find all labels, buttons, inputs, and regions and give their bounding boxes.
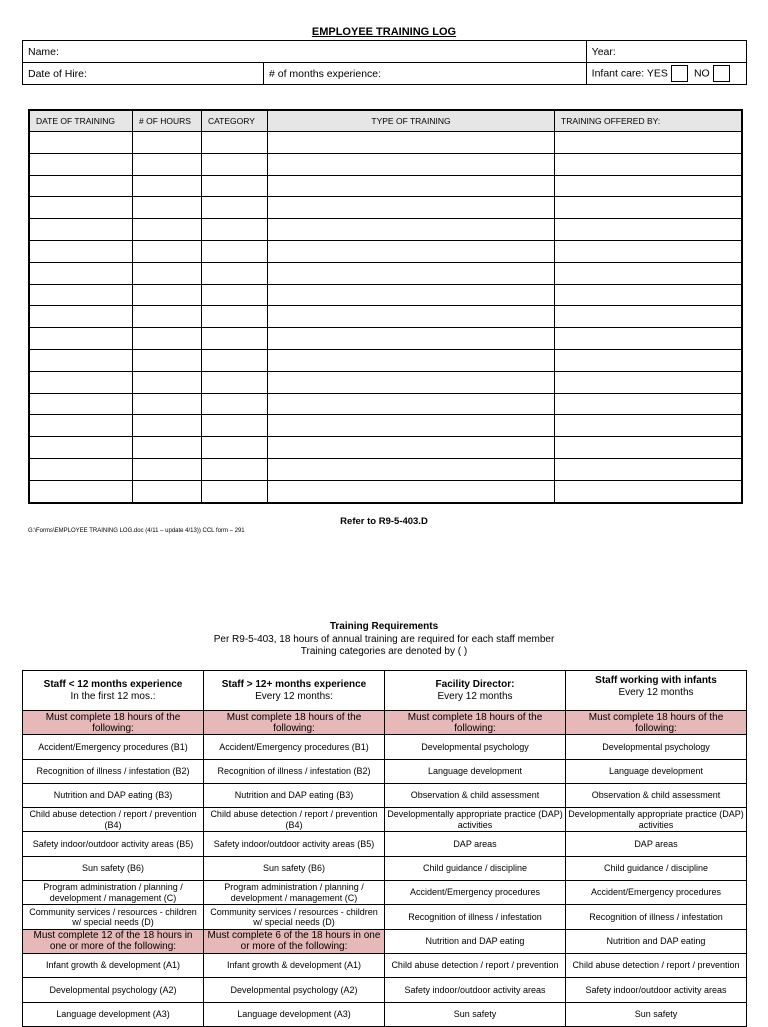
requirement-cell: Child abuse detection / report / prevention (B4) bbox=[204, 808, 385, 832]
log-header-date: DATE OF TRAINING bbox=[29, 110, 133, 132]
log-cell[interactable] bbox=[202, 153, 268, 175]
requirement-cell: Nutrition and DAP eating (B3) bbox=[204, 783, 385, 807]
requirement-cell: Nutrition and DAP eating bbox=[566, 929, 747, 953]
requirement-row bbox=[23, 759, 747, 783]
requirement-cell: Developmentally appropriate practice (DAP) activities bbox=[566, 808, 747, 832]
requirement-cell: Must complete 12 of the 18 hours in one or more of the following: bbox=[23, 929, 204, 953]
log-cell[interactable] bbox=[133, 262, 202, 284]
year-field[interactable] bbox=[586, 41, 746, 63]
log-cell[interactable] bbox=[133, 219, 202, 241]
log-cell[interactable] bbox=[202, 437, 268, 459]
log-cell[interactable] bbox=[133, 132, 202, 154]
requirements-line2: Training categories are denoted by ( ) bbox=[300, 646, 468, 657]
no-checkbox[interactable] bbox=[713, 65, 730, 82]
requirement-cell: Community services / resources - children w/ special needs (D) bbox=[204, 905, 385, 929]
requirement-cell: DAP areas bbox=[566, 832, 747, 856]
log-cell[interactable] bbox=[133, 371, 202, 393]
form-title: EMPLOYEE TRAINING LOG bbox=[311, 26, 457, 38]
header-bold: Staff working with infants bbox=[595, 675, 717, 686]
log-cell[interactable] bbox=[133, 153, 202, 175]
log-cell[interactable] bbox=[29, 437, 133, 459]
requirement-row bbox=[23, 832, 747, 856]
requirement-cell: Must complete 18 hours of the following: bbox=[566, 711, 747, 735]
requirement-cell: Sun safety (B6) bbox=[204, 856, 385, 880]
log-cell[interactable] bbox=[268, 415, 555, 437]
requirement-cell: Accident/Emergency procedures bbox=[566, 881, 747, 905]
requirement-cell: Developmentally appropriate practice (DAP) activities bbox=[385, 808, 566, 832]
log-cell[interactable] bbox=[29, 262, 133, 284]
requirements-title: Training Requirements bbox=[329, 621, 439, 632]
log-cell[interactable] bbox=[268, 175, 555, 197]
requirement-cell: Sun safety (B6) bbox=[23, 856, 204, 880]
log-cell[interactable] bbox=[202, 262, 268, 284]
requirements-header-row bbox=[23, 671, 747, 711]
requirement-row bbox=[23, 881, 747, 905]
log-cell[interactable] bbox=[555, 415, 743, 437]
yes-checkbox[interactable] bbox=[671, 65, 688, 82]
requirement-cell: Sun safety bbox=[385, 1002, 566, 1026]
log-cell[interactable] bbox=[268, 197, 555, 219]
requirement-cell: Child abuse detection / report / prevention bbox=[566, 953, 747, 977]
header-facility-director bbox=[385, 671, 566, 711]
log-cell[interactable] bbox=[555, 458, 743, 480]
name-field[interactable] bbox=[23, 41, 587, 63]
requirement-cell: Must complete 6 of the 18 hours in one or more of the following: bbox=[204, 929, 385, 953]
log-cell[interactable] bbox=[29, 175, 133, 197]
log-cell[interactable] bbox=[133, 240, 202, 262]
log-cell[interactable] bbox=[268, 284, 555, 306]
requirement-cell: DAP areas bbox=[385, 832, 566, 856]
log-cell[interactable] bbox=[133, 480, 202, 502]
log-cell[interactable] bbox=[29, 328, 133, 350]
log-cell[interactable] bbox=[268, 349, 555, 371]
log-header-type: TYPE OF TRAINING bbox=[268, 110, 555, 132]
log-cell[interactable] bbox=[268, 328, 555, 350]
log-cell[interactable] bbox=[202, 132, 268, 154]
year-label: Year: bbox=[591, 45, 616, 58]
log-cell[interactable] bbox=[29, 480, 133, 502]
log-cell[interactable] bbox=[202, 393, 268, 415]
log-header-category: CATEGORY bbox=[202, 110, 268, 132]
log-cell[interactable] bbox=[268, 393, 555, 415]
requirement-cell: Safety indoor/outdoor activity areas bbox=[566, 978, 747, 1002]
requirement-cell: Must complete 18 hours of the following: bbox=[204, 711, 385, 735]
requirement-cell: Recognition of illness / infestation bbox=[385, 905, 566, 929]
log-cell[interactable] bbox=[29, 306, 133, 328]
requirement-cell: Developmental psychology bbox=[566, 735, 747, 759]
requirement-cell: Nutrition and DAP eating (B3) bbox=[23, 783, 204, 807]
requirement-row bbox=[23, 856, 747, 880]
log-cell[interactable] bbox=[555, 371, 743, 393]
log-cell[interactable] bbox=[268, 371, 555, 393]
log-cell[interactable] bbox=[133, 415, 202, 437]
log-header-hours: # OF HOURS bbox=[133, 110, 202, 132]
log-cell[interactable] bbox=[202, 175, 268, 197]
log-cell[interactable] bbox=[133, 306, 202, 328]
log-cell[interactable] bbox=[29, 393, 133, 415]
requirement-cell: Recognition of illness / infestation (B2) bbox=[23, 759, 204, 783]
log-cell[interactable] bbox=[202, 240, 268, 262]
log-cell[interactable] bbox=[133, 284, 202, 306]
refer-note: Refer to R9-5-403.D bbox=[340, 516, 428, 527]
months-experience-label: # of months experience: bbox=[269, 67, 382, 80]
header-staff-over-12 bbox=[204, 671, 385, 711]
requirement-cell: Language development bbox=[566, 759, 747, 783]
requirement-cell: Sun safety bbox=[566, 1002, 747, 1026]
requirement-cell: Language development bbox=[385, 759, 566, 783]
requirement-row bbox=[23, 711, 747, 735]
requirement-row bbox=[23, 1002, 747, 1026]
log-row bbox=[29, 328, 742, 350]
log-row bbox=[29, 219, 742, 241]
log-cell[interactable] bbox=[133, 393, 202, 415]
requirement-cell: Safety indoor/outdoor activity areas (B5) bbox=[204, 832, 385, 856]
log-cell[interactable] bbox=[555, 132, 743, 154]
log-cell[interactable] bbox=[268, 306, 555, 328]
log-cell[interactable] bbox=[202, 284, 268, 306]
log-cell[interactable] bbox=[29, 132, 133, 154]
requirement-cell: Recognition of illness / infestation (B2) bbox=[204, 759, 385, 783]
infant-care-field bbox=[586, 63, 746, 85]
requirement-cell: Language development (A3) bbox=[204, 1002, 385, 1026]
log-row bbox=[29, 393, 742, 415]
requirement-row bbox=[23, 783, 747, 807]
log-cell[interactable] bbox=[268, 153, 555, 175]
requirement-cell: Must complete 18 hours of the following: bbox=[23, 711, 204, 735]
log-cell[interactable] bbox=[555, 153, 743, 175]
requirement-row bbox=[23, 905, 747, 929]
log-cell[interactable] bbox=[202, 328, 268, 350]
log-cell[interactable] bbox=[555, 349, 743, 371]
log-cell[interactable] bbox=[29, 284, 133, 306]
log-cell[interactable] bbox=[268, 132, 555, 154]
requirement-cell: Community services / resources - children w/ special needs (D) bbox=[23, 905, 204, 929]
log-cell[interactable] bbox=[29, 371, 133, 393]
log-cell[interactable] bbox=[555, 197, 743, 219]
requirement-cell: Accident/Emergency procedures (B1) bbox=[204, 735, 385, 759]
log-cell[interactable] bbox=[133, 197, 202, 219]
log-row bbox=[29, 240, 742, 262]
log-cell[interactable] bbox=[202, 306, 268, 328]
requirement-cell: Child guidance / discipline bbox=[385, 856, 566, 880]
requirement-cell: Nutrition and DAP eating bbox=[385, 929, 566, 953]
requirement-row bbox=[23, 929, 747, 953]
log-cell[interactable] bbox=[268, 219, 555, 241]
header-bold: Facility Director: bbox=[435, 679, 515, 690]
requirements-line1: Per R9-5-403, 18 hours of annual training are required for each staff member bbox=[213, 633, 555, 645]
requirement-cell: Infant growth & development (A1) bbox=[23, 953, 204, 977]
header-sub: Every 12 months: bbox=[255, 690, 333, 702]
header-sub: In the first 12 mos.: bbox=[70, 690, 156, 702]
log-row bbox=[29, 480, 742, 502]
requirement-cell: Safety indoor/outdoor activity areas (B5) bbox=[23, 832, 204, 856]
infant-care-label: Infant care: YES bbox=[591, 67, 668, 80]
requirement-cell: Child abuse detection / report / prevention (B4) bbox=[23, 808, 204, 832]
hire-date-label: Date of Hire: bbox=[28, 67, 87, 80]
requirements-intro bbox=[0, 621, 768, 659]
log-cell[interactable] bbox=[268, 437, 555, 459]
log-header-row bbox=[29, 110, 742, 132]
log-row bbox=[29, 132, 742, 154]
requirement-cell: Safety indoor/outdoor activity areas bbox=[385, 978, 566, 1002]
file-footer: G:\Forms\EMPLOYEE TRAINING LOG.doc (4/11 – update 4/13)) CCL form – 291 bbox=[28, 528, 245, 534]
log-cell[interactable] bbox=[202, 458, 268, 480]
log-cell[interactable] bbox=[555, 284, 743, 306]
log-cell[interactable] bbox=[202, 415, 268, 437]
log-cell[interactable] bbox=[555, 437, 743, 459]
requirement-cell: Developmental psychology (A2) bbox=[204, 978, 385, 1002]
header-staff-under-12 bbox=[23, 671, 204, 711]
requirement-row bbox=[23, 978, 747, 1002]
log-cell[interactable] bbox=[202, 197, 268, 219]
no-label: NO bbox=[693, 67, 710, 80]
log-row bbox=[29, 175, 742, 197]
log-row bbox=[29, 197, 742, 219]
requirement-row bbox=[23, 953, 747, 977]
header-sub: Every 12 months bbox=[437, 690, 513, 702]
log-cell[interactable] bbox=[133, 437, 202, 459]
name-label: Name: bbox=[28, 45, 59, 58]
header-staff-infants bbox=[566, 671, 747, 711]
log-cell[interactable] bbox=[133, 175, 202, 197]
requirement-cell: Accident/Emergency procedures bbox=[385, 881, 566, 905]
log-cell[interactable] bbox=[29, 153, 133, 175]
hire-date-field[interactable] bbox=[23, 63, 264, 85]
requirement-cell: Infant growth & development (A1) bbox=[204, 953, 385, 977]
log-cell[interactable] bbox=[268, 480, 555, 502]
log-cell[interactable] bbox=[555, 480, 743, 502]
log-cell[interactable] bbox=[555, 306, 743, 328]
log-header-offered-by: TRAINING OFFERED BY: bbox=[555, 110, 743, 132]
header-bold: Staff < 12 months experience bbox=[43, 679, 183, 690]
log-cell[interactable] bbox=[268, 240, 555, 262]
log-cell[interactable] bbox=[202, 219, 268, 241]
log-cell[interactable] bbox=[555, 175, 743, 197]
header-sub: Every 12 months bbox=[618, 686, 694, 698]
requirement-cell: Observation & child assessment bbox=[566, 783, 747, 807]
training-log-table bbox=[28, 109, 743, 504]
log-cell[interactable] bbox=[268, 458, 555, 480]
header-bold: Staff > 12+ months experience bbox=[221, 679, 367, 690]
log-cell[interactable] bbox=[202, 480, 268, 502]
log-cell[interactable] bbox=[202, 371, 268, 393]
requirement-cell: Developmental psychology bbox=[385, 735, 566, 759]
log-cell[interactable] bbox=[29, 458, 133, 480]
requirement-cell: Observation & child assessment bbox=[385, 783, 566, 807]
log-cell[interactable] bbox=[29, 240, 133, 262]
log-row bbox=[29, 153, 742, 175]
log-cell[interactable] bbox=[555, 328, 743, 350]
log-cell[interactable] bbox=[555, 240, 743, 262]
log-cell[interactable] bbox=[29, 349, 133, 371]
requirement-row bbox=[23, 735, 747, 759]
log-row bbox=[29, 371, 742, 393]
log-row bbox=[29, 458, 742, 480]
employee-info-table bbox=[22, 40, 747, 85]
log-cell[interactable] bbox=[555, 393, 743, 415]
requirement-cell: Accident/Emergency procedures (B1) bbox=[23, 735, 204, 759]
log-cell[interactable] bbox=[555, 262, 743, 284]
log-row bbox=[29, 262, 742, 284]
requirement-cell: Child abuse detection / report / prevention bbox=[385, 953, 566, 977]
log-cell[interactable] bbox=[29, 219, 133, 241]
log-row bbox=[29, 284, 742, 306]
log-cell[interactable] bbox=[555, 219, 743, 241]
log-row bbox=[29, 437, 742, 459]
requirement-cell: Language development (A3) bbox=[23, 1002, 204, 1026]
requirement-cell: Program administration / planning / development / management (C) bbox=[204, 881, 385, 905]
log-cell[interactable] bbox=[133, 328, 202, 350]
log-row bbox=[29, 415, 742, 437]
log-cell[interactable] bbox=[29, 415, 133, 437]
log-cell[interactable] bbox=[202, 349, 268, 371]
log-cell[interactable] bbox=[133, 349, 202, 371]
requirement-row bbox=[23, 808, 747, 832]
log-row bbox=[29, 306, 742, 328]
log-cell[interactable] bbox=[133, 458, 202, 480]
requirement-cell: Child guidance / discipline bbox=[566, 856, 747, 880]
log-cell[interactable] bbox=[29, 197, 133, 219]
requirements-table bbox=[22, 670, 747, 1027]
requirement-cell: Developmental psychology (A2) bbox=[23, 978, 204, 1002]
requirement-cell: Recognition of illness / infestation bbox=[566, 905, 747, 929]
months-experience-field[interactable] bbox=[264, 63, 587, 85]
requirement-cell: Program administration / planning / development / management (C) bbox=[23, 881, 204, 905]
log-cell[interactable] bbox=[268, 262, 555, 284]
requirement-cell: Must complete 18 hours of the following: bbox=[385, 711, 566, 735]
log-row bbox=[29, 349, 742, 371]
